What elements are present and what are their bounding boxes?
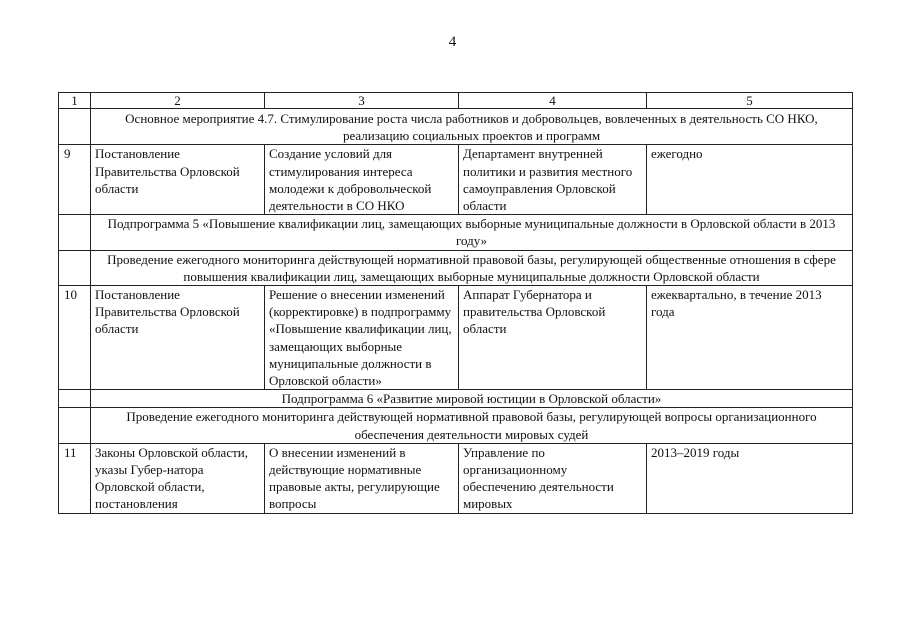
section-row [59, 215, 853, 250]
row-deadline: ежегодно [647, 145, 853, 215]
page-number: 4 [448, 34, 457, 50]
table-header-row [59, 93, 853, 109]
header-col-1: 1 [59, 93, 91, 109]
header-col-4: 4 [459, 93, 647, 109]
row-responsible: Аппарат Губернатора и правительства Орловской области [459, 286, 647, 390]
row-number: 11 [59, 443, 91, 513]
row-responsible: Управление по организационному обеспечению деятельности мировых [459, 443, 647, 513]
row-deadline: 2013–2019 годы [647, 443, 853, 513]
row-deadline: ежеквартально, в течение 2013 года [647, 286, 853, 390]
row-document-type: Постановление Правительства Орловской области [91, 145, 265, 215]
header-col-5: 5 [647, 93, 853, 109]
row-number: 9 [59, 145, 91, 215]
section-title: Проведение ежегодного мониторинга действующей нормативной правовой базы, регулирующей общественные отношения в сфере повышения квалификации лиц, замещающих выборные муниципальные должности Орловской области [91, 250, 853, 285]
row-content: Решение о внесении изменений (корректировке) в подпрограмму «Повышение квалификации лиц, замещающих выборные муниципальные должности в Орловской области» [265, 286, 459, 390]
header-col-2: 2 [91, 93, 265, 109]
row-content: Создание условий для стимулирования интереса молодежи к добровольческой деятельности в СО НКО [265, 145, 459, 215]
table-container [58, 92, 854, 640]
table-row [59, 443, 853, 513]
section-row-spacer [59, 408, 91, 443]
row-document-type: Законы Орловской области, указы Губер-натора Орловской области, постановления [91, 443, 265, 513]
row-document-type: Постановление Правительства Орловской области [91, 286, 265, 390]
section-row [59, 390, 853, 408]
row-content: О внесении изменений в действующие нормативные правовые акты, регулирующие вопросы [265, 443, 459, 513]
row-number: 10 [59, 286, 91, 390]
section-row-spacer [59, 250, 91, 285]
section-title: Проведение ежегодного мониторинга действующей нормативной правовой базы, регулирующей вопросы организационного обеспечения деятельности мировых судей [91, 408, 853, 443]
section-row-spacer [59, 109, 91, 145]
measures-table [58, 92, 853, 514]
section-row-spacer [59, 215, 91, 250]
section-row-spacer [59, 390, 91, 408]
section-row [59, 250, 853, 285]
section-title: Основное мероприятие 4.7. Стимулирование роста числа работников и добровольцев, вовлеченных в деятельность СО НКО, реализацию социальных проектов и программ [91, 109, 853, 145]
table-row [59, 286, 853, 390]
section-title: Подпрограмма 6 «Развитие мировой юстиции в Орловской области» [91, 390, 853, 408]
section-title: Подпрограмма 5 «Повышение квалификации лиц, замещающих выборные муниципальные должности в Орловской области в 2013 году» [91, 215, 853, 250]
row-responsible: Департамент внутренней политики и развития местного самоуправления Орловской области [459, 145, 647, 215]
section-row [59, 109, 853, 145]
table-row [59, 145, 853, 215]
header-col-3: 3 [265, 93, 459, 109]
section-row [59, 408, 853, 443]
